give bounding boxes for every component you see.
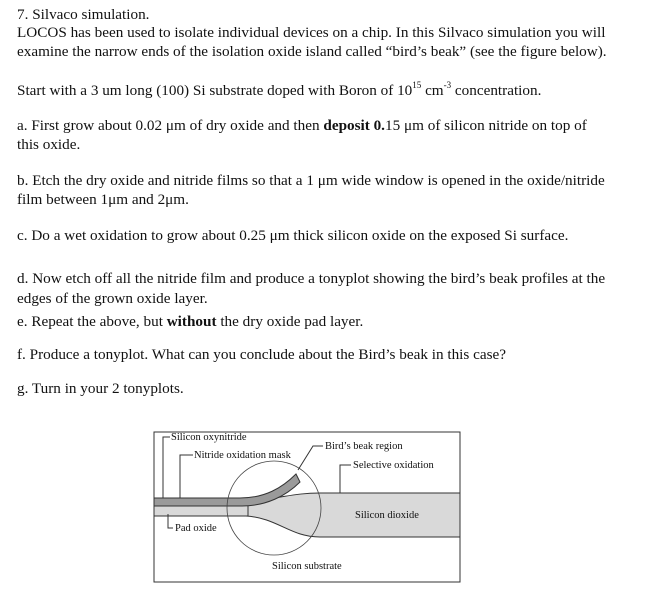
step-b-line-1: b. Etch the dry oxide and nitride films so that a 1 μm wide window is opened in the oxide/nitride <box>17 172 605 189</box>
question-title: 7. Silvaco simulation. <box>17 6 150 23</box>
step-a-bold: deposit 0. <box>323 117 385 134</box>
start-text-pre: Start with a 3 um long (100) Si substrate doped with Boron of 10 <box>17 82 413 99</box>
start-exponent-1: 15 <box>412 80 422 90</box>
start-text-mid: cm <box>421 82 444 99</box>
intro-line-1: LOCOS has been used to isolate individual devices on a chip. In this Silvaco simulation you will <box>17 24 606 41</box>
step-e-text-post: the dry oxide pad layer. <box>216 313 364 330</box>
label-silicon-dioxide: Silicon dioxide <box>355 510 419 521</box>
start-text-post: concentration. <box>451 82 542 99</box>
label-pad-oxide: Pad oxide <box>175 523 217 534</box>
step-a-text-post: 15 μm of silicon nitride on top of <box>384 117 587 134</box>
label-selective-oxidation: Selective oxidation <box>353 460 434 471</box>
step-e-text-pre: e. Repeat the above, but <box>17 313 167 330</box>
step-d-line-1: d. Now etch off all the nitride film and produce a tonyplot showing the bird’s beak profiles at the <box>17 270 606 287</box>
step-g: g. Turn in your 2 tonyplots. <box>17 380 184 397</box>
label-nitride-mask: Nitride oxidation mask <box>194 450 291 461</box>
label-silicon-oxynitride: Silicon oxynitride <box>171 432 247 443</box>
step-e-bold: without <box>166 313 217 330</box>
label-silicon-substrate: Silicon substrate <box>272 561 342 572</box>
label-birds-beak: Bird’s beak region <box>325 441 403 452</box>
step-d-line-2: edges of the grown oxide layer. <box>17 290 208 307</box>
step-c: c. Do a wet oxidation to grow about 0.25 μm thick silicon oxide on the exposed Si surface. <box>17 227 569 244</box>
intro-line-2: examine the narrow ends of the isolation oxide island called “bird’s beak” (see the figure below). <box>17 43 607 60</box>
step-f: f. Produce a tonyplot. What can you conclude about the Bird’s beak in this case? <box>17 346 506 363</box>
start-exponent-2: -3 <box>443 80 452 90</box>
step-a-text-pre: a. First grow about 0.02 μm of dry oxide and then <box>17 117 324 134</box>
step-b-line-2: film between 1μm and 2μm. <box>17 191 189 208</box>
step-a-line-2: this oxide. <box>17 136 81 153</box>
